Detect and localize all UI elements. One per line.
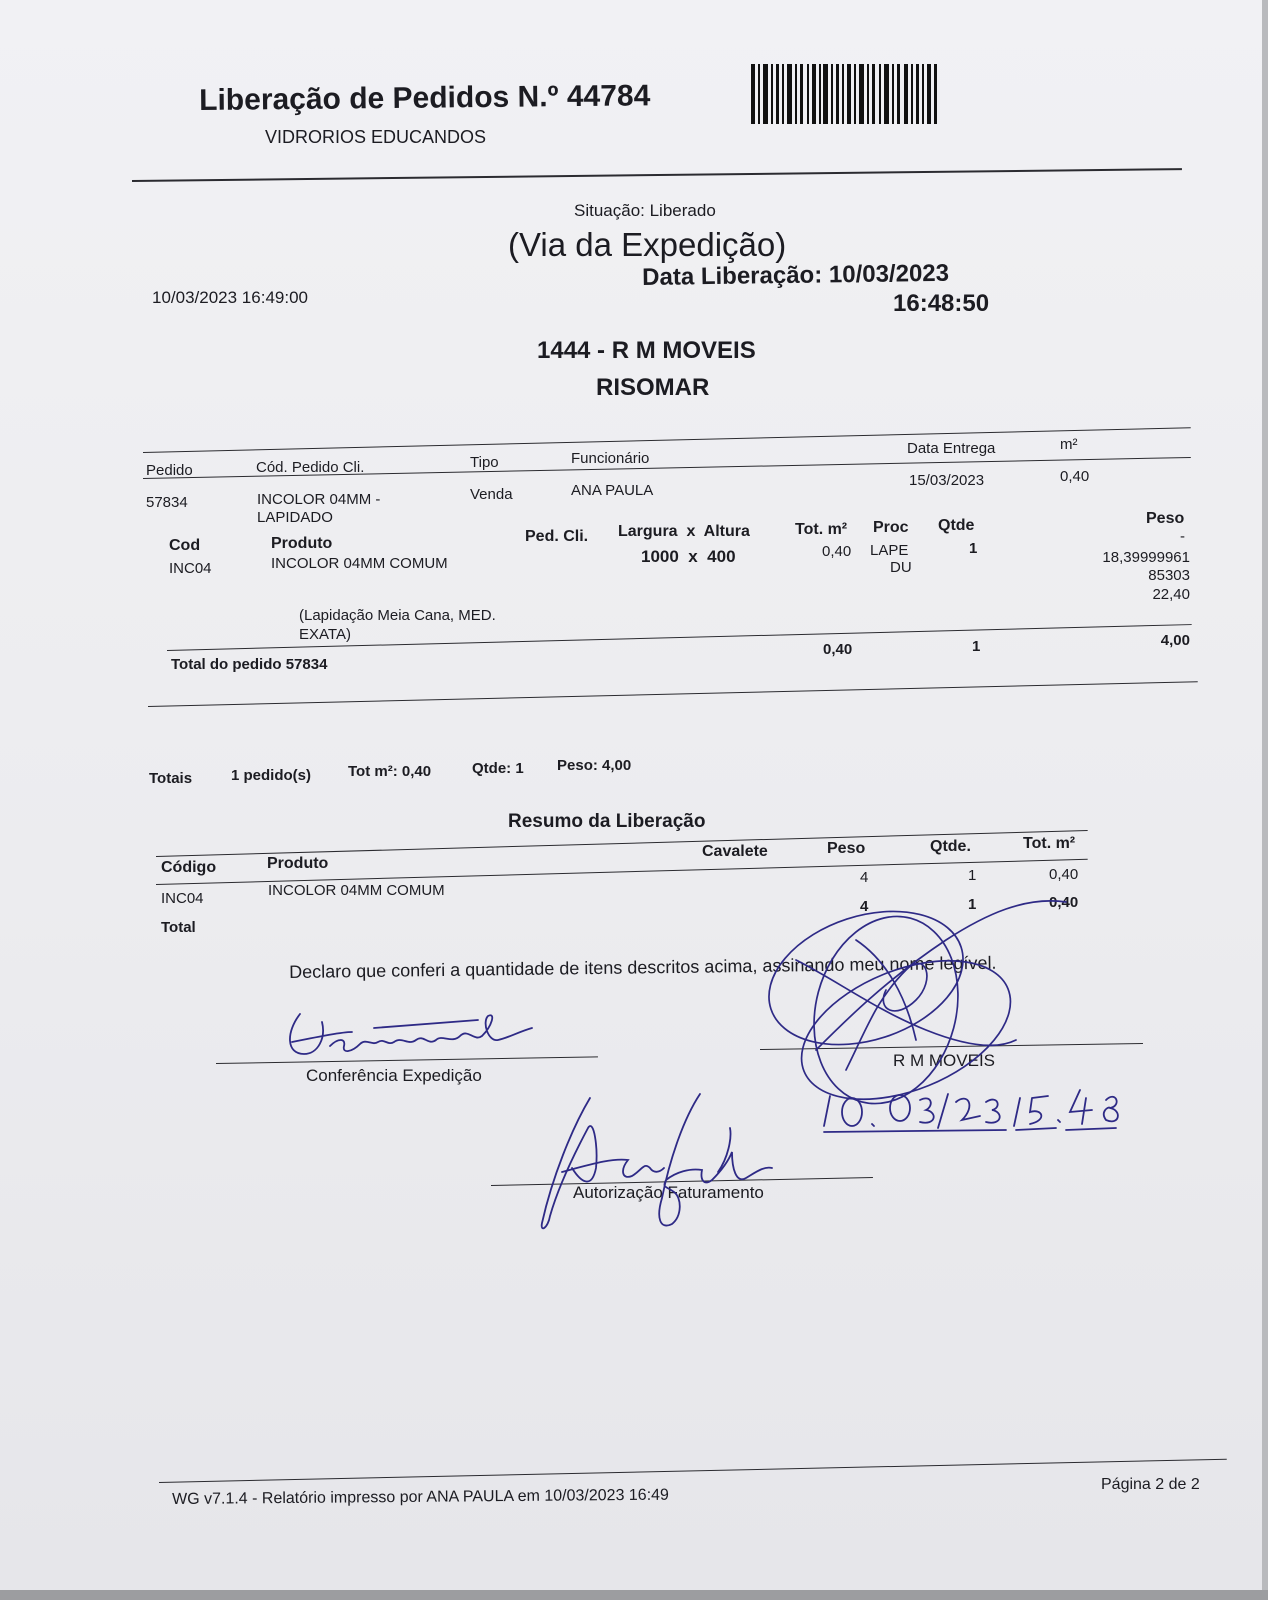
col-m2: m² [1060, 436, 1078, 453]
summary-col-cavalete: Cavalete [702, 843, 768, 860]
footer-rule [159, 1459, 1227, 1483]
order-cod-cli-line1: INCOLOR 04MM - [257, 491, 381, 508]
item-col-qtde: Qtde [938, 517, 975, 534]
summary-col-peso: Peso [827, 840, 866, 857]
order-cod-cli-line2: LAPIDADO [257, 509, 333, 526]
order-m2: 0,40 [1060, 468, 1090, 485]
paper-edge [1262, 0, 1268, 1600]
order-data-entrega: 15/03/2023 [909, 472, 985, 489]
totals-label: Totais [149, 770, 193, 787]
summary-total-label: Total [161, 919, 196, 936]
barcode-icon [751, 64, 937, 124]
client-code-name: 1444 - R M MOVEIS [537, 337, 756, 364]
item-col-produto: Produto [271, 535, 333, 552]
handwritten-date [816, 1080, 1136, 1140]
item-peso-dash: - [1180, 528, 1185, 545]
item-peso-line1: 18,39999961 [1102, 549, 1190, 566]
item-col-proc: Proc [873, 519, 909, 536]
footer-page-number: Página 2 de 2 [1101, 1476, 1200, 1493]
totals-peso: Peso: 4,00 [557, 757, 632, 774]
item-cod: INC04 [169, 560, 212, 577]
company-name: VIDRORIOS EDUCANDOS [265, 127, 487, 147]
via-title: (Via da Expedição) [508, 226, 787, 263]
item-proc-line1: LAPE [870, 542, 909, 559]
release-time: 16:48:50 [893, 290, 990, 317]
col-data-entrega: Data Entrega [907, 440, 996, 457]
item-col-peso: Peso [1146, 510, 1185, 527]
totals-tot-m2: Tot m²: 0,40 [348, 763, 432, 780]
summary-row-codigo: INC04 [161, 890, 204, 907]
order-number: 57834 [146, 494, 188, 511]
summary-total-tot-m2: 0,40 [1049, 894, 1079, 911]
client-name: RISOMAR [596, 374, 710, 401]
order-funcionario: ANA PAULA [571, 482, 654, 499]
declaration-text: Declaro que conferi a quantidade de itens descritos acima, assinando meu nome legível. [289, 952, 997, 982]
conferencia-handwritten-signature [282, 1002, 562, 1064]
item-largura-altura: 1000 x 400 [641, 547, 736, 566]
summary-title: Resumo da Liberação [508, 811, 706, 832]
totals-qtde: Qtde: 1 [472, 760, 524, 777]
summary-col-produto: Produto [267, 855, 329, 872]
item-proc-line2: DU [890, 559, 912, 576]
item-col-tot-m2: Tot. m² [795, 521, 848, 538]
order-tipo: Venda [470, 486, 513, 503]
order-total-qtde: 1 [972, 638, 981, 655]
summary-col-codigo: Código [161, 859, 217, 876]
item-peso-line3: 22,40 [1152, 586, 1190, 603]
release-date: Data Liberação: 10/03/2023 [642, 259, 950, 291]
document-title: Liberação de Pedidos N.º 44784 [199, 79, 651, 117]
summary-col-qtde: Qtde. [930, 838, 971, 855]
item-obs-line2: EXATA) [299, 626, 351, 643]
item-col-cod: Cod [169, 537, 201, 554]
summary-row-tot-m2: 0,40 [1049, 866, 1079, 883]
item-produto: INCOLOR 04MM COMUM [271, 555, 448, 572]
summary-total-peso: 4 [860, 898, 869, 915]
situacao-text: Situação: Liberado [574, 201, 716, 220]
col-funcionario: Funcionário [571, 450, 650, 467]
footer-printed-by: WG v7.1.4 - Relatório impresso por ANA PAULA em 10/03/2023 16:49 [172, 1486, 669, 1508]
item-qtde: 1 [969, 540, 978, 557]
conferencia-label: Conferência Expedição [306, 1066, 482, 1085]
header-divider [132, 168, 1182, 182]
item-col-ped-cli: Ped. Cli. [525, 528, 589, 545]
order-header-top-rule [143, 427, 1191, 453]
summary-col-tot-m2: Tot. m² [1023, 835, 1076, 852]
item-obs-line1: (Lapidação Meia Cana, MED. [299, 607, 496, 624]
item-tot-m2: 0,40 [822, 543, 852, 560]
order-section-bottom-rule [148, 681, 1198, 707]
item-peso-line2: 85303 [1148, 567, 1190, 584]
summary-row-peso: 4 [860, 869, 869, 886]
summary-row-produto: INCOLOR 04MM COMUM [268, 882, 445, 899]
summary-total-qtde: 1 [968, 896, 977, 913]
col-tipo: Tipo [470, 454, 499, 471]
summary-row-qtde: 1 [968, 867, 977, 884]
printed-datetime: 10/03/2023 16:49:00 [152, 288, 308, 307]
order-total-m2: 0,40 [823, 641, 853, 658]
col-pedido: Pedido [146, 462, 193, 479]
table-surface [0, 1590, 1268, 1600]
totals-pedidos: 1 pedido(s) [231, 767, 312, 784]
order-total-label: Total do pedido 57834 [171, 656, 328, 673]
order-total-peso: 4,00 [1160, 632, 1190, 649]
item-col-largura-altura: Largura x Altura [618, 523, 750, 540]
col-cod-pedido-cli: Cód. Pedido Cli. [256, 459, 365, 476]
client-signature-label: R M MOVEIS [893, 1051, 996, 1070]
autorizacao-label: Autorização Faturamento [573, 1183, 764, 1202]
